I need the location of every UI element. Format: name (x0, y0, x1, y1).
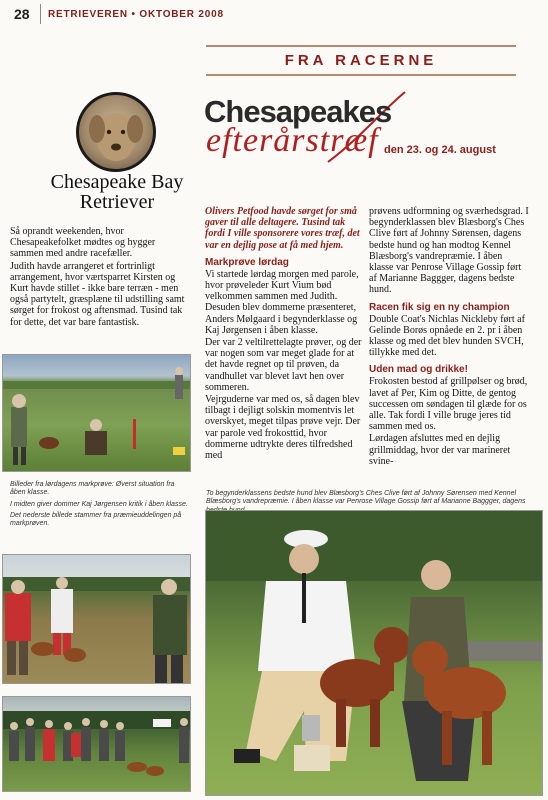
running-head: RETRIEVEREN • OKTOBER 2008 (48, 9, 224, 20)
paragraph: Double Coat's Nichlas Nickleby ført af Gelinde Borøs opnåede en 2. pr i åben klasse og med det blev hunden SVCH, tillykke med det. (369, 313, 525, 359)
caption-left (10, 481, 190, 531)
photo-prize-giving (2, 696, 191, 792)
lead-paragraph: Olivers Petfood havde sørget for små gaver til alle deltagere. Tusind tak fordi I ville sponsorere vores træf, det var en dejlig pose at få med hjem. (205, 206, 360, 251)
paragraph: Der var 2 veltilrettelagte prøver, og der var nogen som var meget glade for at det havde regnet op til prøven, da vandhullet var blevet lavt hen over sommeren. (205, 337, 362, 393)
paragraph: Judith havde arrangeret et fortrinligt arrangement, hvor værtsparret Kirsten og Kurt havde stillet - ikke bare terræn - men også partytelt, græsplæne til udstilling samt sørget for frokost og aftensmad. Tusind tak for dette, det var bare fantastisk. (10, 260, 185, 328)
caption-line: Det nederste billede stammer fra præmieuddelingen på markprøven. (10, 511, 182, 528)
photo-judge-critique (2, 554, 191, 684)
subheading-champion: Racen fik sig en ny champion (369, 301, 510, 313)
caption-line: I midten giver dommer Kaj Jørgensen kritik i åben klasse. (10, 500, 188, 508)
photo-field-trial (2, 354, 191, 472)
dog-head-icon (79, 95, 153, 169)
article-title-script: efterårstræf (206, 122, 379, 159)
paragraph: Frokosten bestod af grillpølser og brød, lavet af Per, Kim og Ditte, de gentog successen om søndagen til glæde for os alle. Tak fordi I ville bruge jeres tid sammen med os. (369, 376, 528, 433)
paragraph: Lørdagen afsluttes med en dejlig grillmiddag, hvor der var marineret svine- (369, 433, 511, 467)
article-title: Chesapeakes (204, 94, 392, 129)
article-date: den 23. og 24. august (384, 144, 496, 156)
photo-winners (205, 510, 543, 796)
paragraph: Vejrguderne var med os, så dagen blev tilbagt i dejligt solskin momentvis let overskyet, meget tilpas prøve vejr. Der var parole ved frokosttid, hvor dommerne udtrykte deres tilfredshed med (205, 394, 361, 462)
column-3 (369, 206, 529, 468)
section-rule-top (206, 45, 516, 47)
caption-line: To begynderklassens bedste hund blev Blæsborg's Ches Clive ført af Johnny Sørensen med Kennel Blæsborg's vandrepræmie. I åben klasse var Penrose Village Gossip ført af Marianne Baggger, dagens (206, 490, 526, 506)
column-2 (205, 206, 367, 462)
logo-title-line2: Retriever (79, 191, 155, 213)
section-rule-bottom (206, 74, 516, 76)
paragraph: Så oprandt weekenden, hvor Chesapeakefolket mødtes og hygger sammen med andre racefæller. (10, 226, 156, 260)
subheading-markprove: Markprøve lørdag (205, 256, 289, 268)
section-title: FRA RACERNE (284, 52, 438, 69)
breed-logo-image (76, 92, 156, 172)
header-divider (40, 4, 41, 24)
paragraph: Vi startede lørdag morgen med parole, hvor prøveleder Kurt Vium bød velkommen sammen med Judith. Desuden blev dommerne præsenteret, Anders Mølgaard i begynderklasse og Kaj Jørgensen i åben klasse. (205, 268, 359, 336)
page-number: 28 (14, 6, 30, 22)
breed-logo-title (38, 172, 196, 212)
caption-line: Billeder fra lørdagens markprøve: Øverst situation fra åben klasse. (10, 481, 175, 497)
subheading-food: Uden mad og drikke! (369, 364, 468, 376)
logo-title-line1: Chesapeake Bay (50, 171, 184, 193)
paragraph: prøvens udformning og sværhedsgrad. I begynderklassen blev Blæsborg's Ches Clive ført af Johnny Sørensen, dagens bedste hund og han modtog Kennel Blæsborg's vandrepræmie. I åben klasse var Penrose Village Gossip ført af Marianne Baggger, dagens bedste hund. (369, 206, 529, 296)
column-1 (10, 226, 190, 329)
